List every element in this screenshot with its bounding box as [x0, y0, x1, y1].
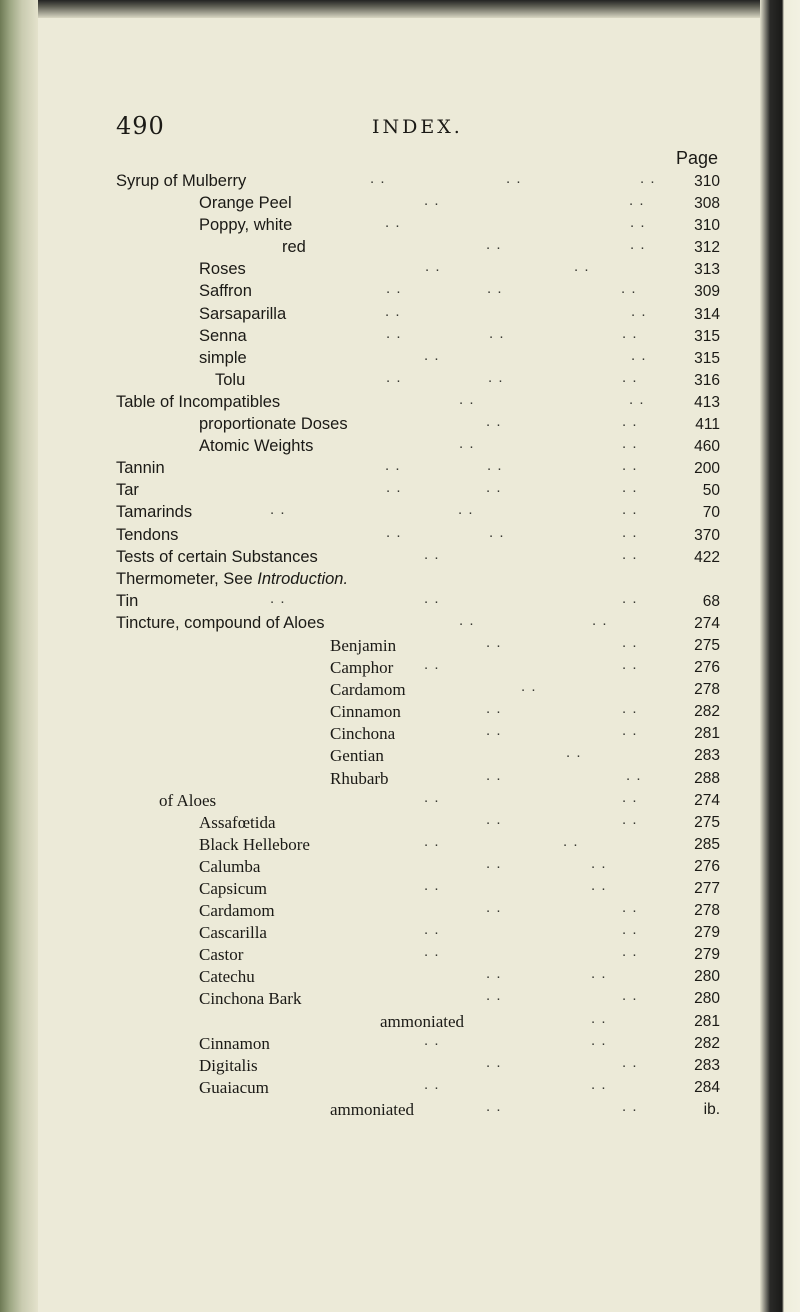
- leader-dots: . .: [591, 1009, 607, 1027]
- entry-label: Camphor: [330, 658, 394, 678]
- entry-page: 278: [694, 902, 720, 920]
- leader-dots: . .: [621, 280, 637, 298]
- index-entry: [0, 879, 800, 901]
- entry-page: 281: [694, 725, 720, 743]
- index-entry: [0, 766, 800, 791]
- leader-dots: . .: [566, 744, 582, 762]
- leader-dots: . .: [622, 1053, 638, 1071]
- entry-page: 314: [694, 305, 720, 323]
- index-entry: [0, 415, 800, 437]
- index-entry: [0, 570, 800, 592]
- index-entry: [0, 746, 800, 768]
- index-entry: [0, 923, 800, 945]
- entry-label: Cardamom: [199, 901, 275, 921]
- leader-dots: . .: [622, 921, 638, 939]
- entry-label: Tincture, compound of Aloes: [116, 613, 325, 632]
- leader-dots: . .: [486, 1097, 502, 1115]
- leader-dots: . .: [622, 435, 638, 453]
- leader-dots: . .: [424, 832, 440, 850]
- entry-page: 282: [694, 1034, 720, 1052]
- leader-dots: . .: [622, 523, 638, 541]
- entry-page: 279: [694, 946, 720, 964]
- leader-dots: . .: [486, 854, 502, 872]
- leader-dots: . .: [574, 258, 590, 276]
- leader-dots: . .: [488, 368, 504, 386]
- index-entry: [0, 194, 800, 216]
- leader-dots: . .: [626, 766, 642, 784]
- entry-page: 280: [694, 968, 720, 986]
- entry-label: of Aloes: [159, 790, 217, 810]
- leader-dots: . .: [486, 413, 502, 431]
- leader-dots: . .: [424, 545, 440, 563]
- leader-dots: . .: [489, 324, 505, 342]
- index-entry: [0, 854, 800, 879]
- leader-dots: . .: [622, 1097, 638, 1115]
- index-entry: [0, 260, 800, 282]
- scan-top-edge: [0, 0, 800, 18]
- leader-dots: . .: [486, 766, 502, 784]
- entry-page: 276: [694, 659, 720, 677]
- index-entry: [0, 967, 800, 989]
- leader-dots: . .: [591, 1031, 607, 1049]
- index-entry: [0, 459, 800, 481]
- entry-label: Rhubarb: [330, 768, 389, 788]
- entry-label: Cinchona Bark: [199, 989, 302, 1009]
- leader-dots: . .: [622, 324, 638, 342]
- leader-dots: . .: [622, 413, 638, 431]
- leader-dots: . .: [424, 877, 440, 894]
- leader-dots: . .: [486, 236, 502, 254]
- leader-dots: . .: [630, 214, 646, 232]
- entry-label: Senna: [199, 326, 247, 345]
- index-entry: [0, 368, 800, 393]
- leader-dots: . .: [486, 965, 502, 983]
- entry-page: 310: [694, 217, 720, 235]
- leader-dots: . .: [486, 810, 502, 828]
- entry-label: Thermometer, See Introduction.: [116, 569, 349, 588]
- entry-page: 288: [694, 769, 720, 787]
- entry-page: 276: [694, 857, 720, 875]
- leader-dots: . .: [458, 501, 474, 519]
- entry-page: 312: [694, 239, 720, 257]
- entry-page: 413: [694, 393, 720, 411]
- entry-page: 200: [694, 460, 720, 478]
- leader-dots: . .: [386, 479, 402, 497]
- entry-page: 422: [694, 548, 720, 566]
- entry-page: ib.: [703, 1100, 720, 1118]
- leader-dots: . .: [592, 611, 608, 629]
- index-entry: [0, 503, 800, 525]
- entry-label: Tendons: [116, 525, 179, 544]
- entry-page: 285: [694, 835, 720, 853]
- entry-page: 316: [694, 371, 720, 389]
- leader-dots: . .: [370, 170, 386, 187]
- entry-page: 283: [694, 747, 720, 765]
- leader-dots: . .: [270, 501, 286, 519]
- entry-label: Sarsaparilla: [199, 304, 287, 323]
- index-entry: [0, 788, 800, 813]
- leader-dots: . .: [622, 589, 638, 607]
- entry-label: red: [282, 238, 306, 257]
- entry-page: 277: [694, 880, 720, 897]
- entry-page: 70: [702, 504, 720, 522]
- index-entry: [0, 1031, 800, 1056]
- leader-dots: . .: [487, 280, 503, 298]
- leader-dots: . .: [591, 877, 607, 894]
- entry-page: 310: [694, 173, 720, 190]
- leader-dots: . .: [486, 479, 502, 497]
- index-entry: [0, 238, 800, 260]
- leader-dots: . .: [486, 899, 502, 917]
- leader-dots: . .: [486, 633, 502, 651]
- entry-page: 308: [694, 195, 720, 213]
- index-entry: [0, 1053, 800, 1078]
- entry-label: Gentian: [330, 746, 384, 766]
- entry-page: 460: [694, 438, 720, 456]
- entry-page: 281: [694, 1012, 720, 1030]
- entry-label: Digitalis: [199, 1055, 258, 1075]
- entry-label: Benjamin: [330, 635, 397, 655]
- leader-dots: . .: [424, 788, 440, 806]
- index-entry: [0, 611, 800, 636]
- leader-dots: . .: [629, 390, 645, 408]
- index-entry: [0, 680, 800, 702]
- index-entry: [0, 523, 800, 548]
- entry-label: Cinnamon: [330, 702, 401, 722]
- index-entry: [0, 216, 800, 238]
- leader-dots: . .: [622, 656, 638, 674]
- index-entry: [0, 481, 800, 503]
- leader-dots: . .: [385, 214, 401, 232]
- index-entry: [0, 945, 800, 967]
- leader-dots: . .: [425, 258, 441, 276]
- leader-dots: . .: [486, 722, 502, 740]
- index-entry: [0, 1009, 800, 1034]
- entry-page: 274: [694, 791, 720, 809]
- entry-page: 50: [702, 482, 720, 500]
- entry-label: Capsicum: [199, 879, 267, 898]
- entry-label: Atomic Weights: [199, 437, 314, 456]
- leader-dots: . .: [386, 368, 402, 386]
- entry-label: Tamarinds: [116, 503, 193, 522]
- entry-page: 279: [694, 924, 720, 942]
- entry-label: Tar: [116, 481, 139, 500]
- leader-dots: . .: [486, 700, 502, 718]
- entry-label: Cinnamon: [199, 1033, 270, 1053]
- running-title: INDEX.: [372, 116, 463, 138]
- entry-page: 309: [694, 283, 720, 301]
- index-entry: [0, 724, 800, 746]
- leader-dots: . .: [270, 589, 286, 607]
- leader-dots: . .: [622, 368, 638, 386]
- entry-label: proportionate Doses: [199, 415, 348, 434]
- leader-dots: . .: [386, 280, 402, 298]
- entry-page: 315: [694, 327, 720, 345]
- entry-label: Roses: [199, 260, 246, 279]
- leader-dots: . .: [622, 722, 638, 740]
- entry-label: Cardamom: [330, 680, 406, 700]
- entry-label: Guaiacum: [199, 1077, 269, 1097]
- leader-dots: . .: [486, 987, 502, 1005]
- page-header: [116, 112, 740, 142]
- index-entry: [0, 172, 800, 194]
- index-entry: [0, 658, 800, 680]
- leader-dots: . .: [591, 854, 607, 872]
- entry-page: 282: [694, 703, 720, 721]
- entry-page: 411: [695, 416, 720, 434]
- entry-page: 313: [694, 261, 720, 279]
- leader-dots: . .: [631, 346, 647, 364]
- index-entry: [0, 901, 800, 923]
- leader-dots: . .: [486, 1053, 502, 1071]
- index-entry: [0, 437, 800, 459]
- leader-dots: . .: [424, 1031, 440, 1049]
- leader-dots: . .: [459, 611, 475, 629]
- leader-dots: . .: [385, 457, 401, 475]
- entry-label: Orange Peel: [199, 194, 292, 213]
- entry-label: simple: [199, 348, 247, 367]
- index-entries: [0, 172, 800, 1122]
- entry-label: Tin: [116, 591, 139, 610]
- index-entry: [0, 702, 800, 724]
- leader-dots: . .: [489, 523, 505, 541]
- leader-dots: . .: [521, 678, 537, 696]
- entry-page: 315: [694, 349, 720, 367]
- index-entry: [0, 390, 800, 415]
- leader-dots: . .: [622, 545, 638, 563]
- leader-dots: . .: [622, 700, 638, 718]
- entry-label: Catechu: [199, 967, 255, 987]
- leader-dots: . .: [386, 523, 402, 541]
- entry-page: 370: [694, 526, 720, 544]
- leader-dots: . .: [622, 501, 638, 519]
- entry-label: Saffron: [199, 282, 252, 301]
- leader-dots: . .: [424, 943, 440, 961]
- leader-dots: . .: [591, 965, 607, 983]
- leader-dots: . .: [487, 457, 503, 475]
- leader-dots: . .: [506, 170, 522, 187]
- entry-page: 275: [694, 636, 720, 654]
- index-entry: [0, 633, 800, 658]
- entry-page: 283: [694, 1056, 720, 1074]
- index-entry: [0, 832, 800, 857]
- entry-label: Calumba: [199, 856, 261, 876]
- leader-dots: . .: [386, 324, 402, 342]
- leader-dots: . .: [622, 987, 638, 1005]
- index-entry: [0, 282, 800, 304]
- leader-dots: . .: [591, 1075, 607, 1093]
- entry-label: Syrup of Mulberry: [116, 172, 247, 190]
- entry-page: 284: [694, 1078, 720, 1096]
- index-entry: [0, 302, 800, 327]
- leader-dots: . .: [622, 457, 638, 475]
- index-entry: [0, 324, 800, 349]
- entry-page: 68: [702, 592, 720, 610]
- entry-label: Castor: [199, 945, 244, 965]
- leader-dots: . .: [424, 589, 440, 607]
- leader-dots: . .: [424, 346, 440, 364]
- leader-dots: . .: [622, 633, 638, 651]
- page-number: 490: [116, 112, 165, 140]
- entry-page: 274: [694, 614, 720, 632]
- leader-dots: . .: [629, 192, 645, 210]
- entry-page: 278: [694, 681, 720, 699]
- page-column-label: Page: [676, 148, 719, 168]
- entry-label-italic: Introduction.: [257, 569, 349, 588]
- leader-dots: . .: [424, 1075, 440, 1093]
- entry-label: Tolu: [215, 370, 246, 389]
- entry-label: Cinchona: [330, 724, 396, 744]
- entry-label: Table of Incompatibles: [116, 392, 281, 411]
- entry-label: Tests of certain Substances: [116, 547, 318, 566]
- entry-label: Black Hellebore: [199, 834, 310, 854]
- leader-dots: . .: [622, 943, 638, 961]
- entry-label: Poppy, white: [199, 216, 293, 235]
- leader-dots: . .: [459, 390, 475, 408]
- entry-label: ammoniated: [380, 1011, 465, 1031]
- leader-dots: . .: [622, 899, 638, 917]
- index-entry: [0, 589, 800, 614]
- entry-page: 280: [694, 990, 720, 1008]
- leader-dots: . .: [459, 435, 475, 453]
- index-entry: [0, 1075, 800, 1100]
- leader-dots: . .: [622, 479, 638, 497]
- leader-dots: . .: [631, 302, 647, 320]
- leader-dots: . .: [640, 170, 656, 187]
- leader-dots: . .: [630, 236, 646, 254]
- leader-dots: . .: [424, 192, 440, 210]
- entry-page: 275: [694, 813, 720, 831]
- index-entry: [0, 346, 800, 371]
- index-entry: [0, 810, 800, 835]
- leader-dots: . .: [622, 810, 638, 828]
- leader-dots: . .: [424, 656, 440, 674]
- index-entry: [0, 545, 800, 570]
- index-entry: [0, 989, 800, 1011]
- leader-dots: . .: [563, 832, 579, 850]
- leader-dots: . .: [424, 921, 440, 939]
- entry-label: Cascarilla: [199, 923, 267, 943]
- entry-label: ammoniated: [330, 1099, 415, 1119]
- leader-dots: . .: [622, 788, 638, 806]
- leader-dots: . .: [385, 302, 401, 320]
- entry-label: Assafœtida: [199, 812, 276, 832]
- entry-label: Tannin: [116, 459, 165, 478]
- index-entry: [0, 1097, 800, 1122]
